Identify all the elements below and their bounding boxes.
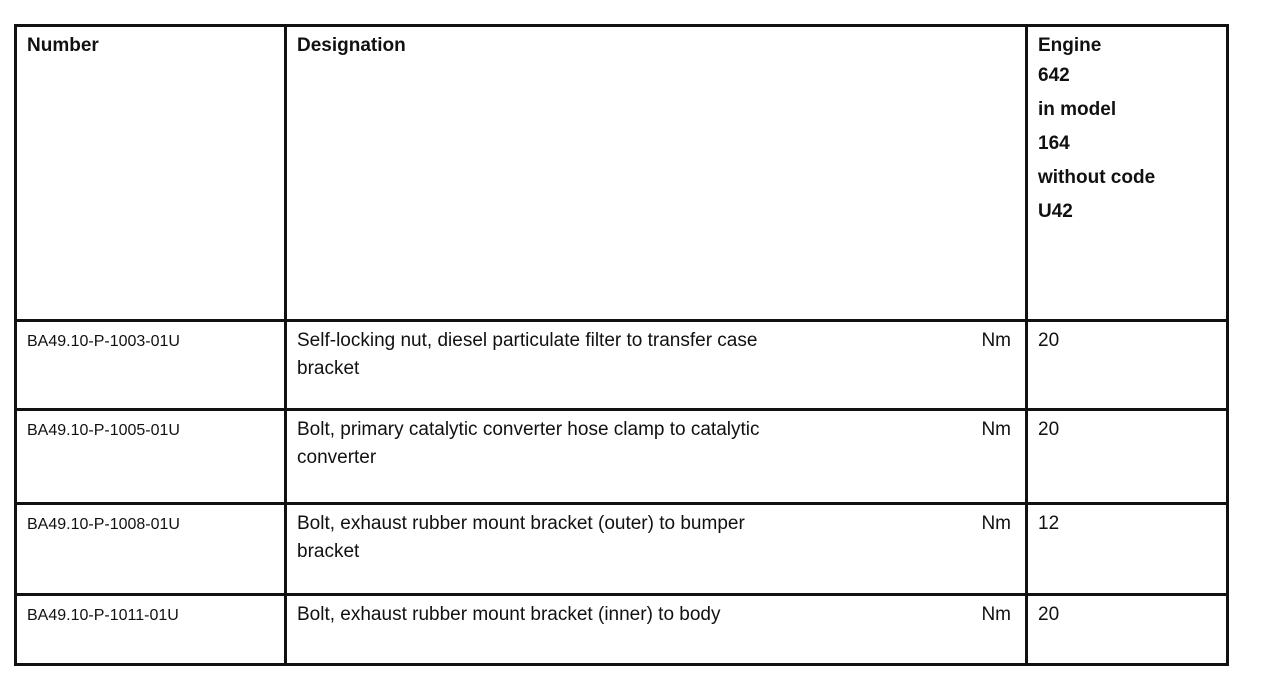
row-value: 20 [1027,410,1228,504]
row-designation-cell [286,594,1027,664]
table-row [16,410,1228,504]
table-header-row [16,26,1228,321]
row-number: BA49.10-P-1008-01U [16,503,286,594]
header-engine-line: 164 [1038,133,1070,154]
row-designation: Bolt, primary catalytic converter hose clamp to catalytic converter [297,419,760,469]
row-value: 12 [1027,503,1228,594]
header-engine-line: 642 [1038,65,1070,86]
row-unit: Nm [981,419,1011,441]
header-engine-line: in model [1038,99,1117,120]
row-designation: Bolt, exhaust rubber mount bracket (inner) to body [297,603,721,625]
row-value: 20 [1027,594,1228,664]
header-engine-line: U42 [1038,201,1073,222]
row-designation-cell [286,410,1027,504]
row-number: BA49.10-P-1005-01U [16,410,286,504]
row-designation-cell [286,320,1027,410]
row-value: 20 [1027,320,1228,410]
header-engine-line: Engine [1038,35,1102,56]
row-designation: Bolt, exhaust rubber mount bracket (outer) to bumper bracket [297,512,745,562]
table-row [16,594,1228,664]
torque-spec-table [14,24,1229,666]
row-designation: Self-locking nut, diesel particulate filter to transfer case bracket [297,329,758,379]
row-number: BA49.10-P-1003-01U [16,320,286,410]
row-unit: Nm [981,603,1011,625]
table-row [16,503,1228,594]
row-number: BA49.10-P-1011-01U [16,594,286,664]
row-unit: Nm [981,512,1011,534]
header-engine [1027,26,1228,321]
row-unit: Nm [981,329,1011,351]
header-number: Number [16,26,286,321]
header-engine-line: without code [1038,167,1156,188]
row-designation-cell [286,503,1027,594]
header-designation: Designation [286,26,1027,321]
table-row [16,320,1228,410]
